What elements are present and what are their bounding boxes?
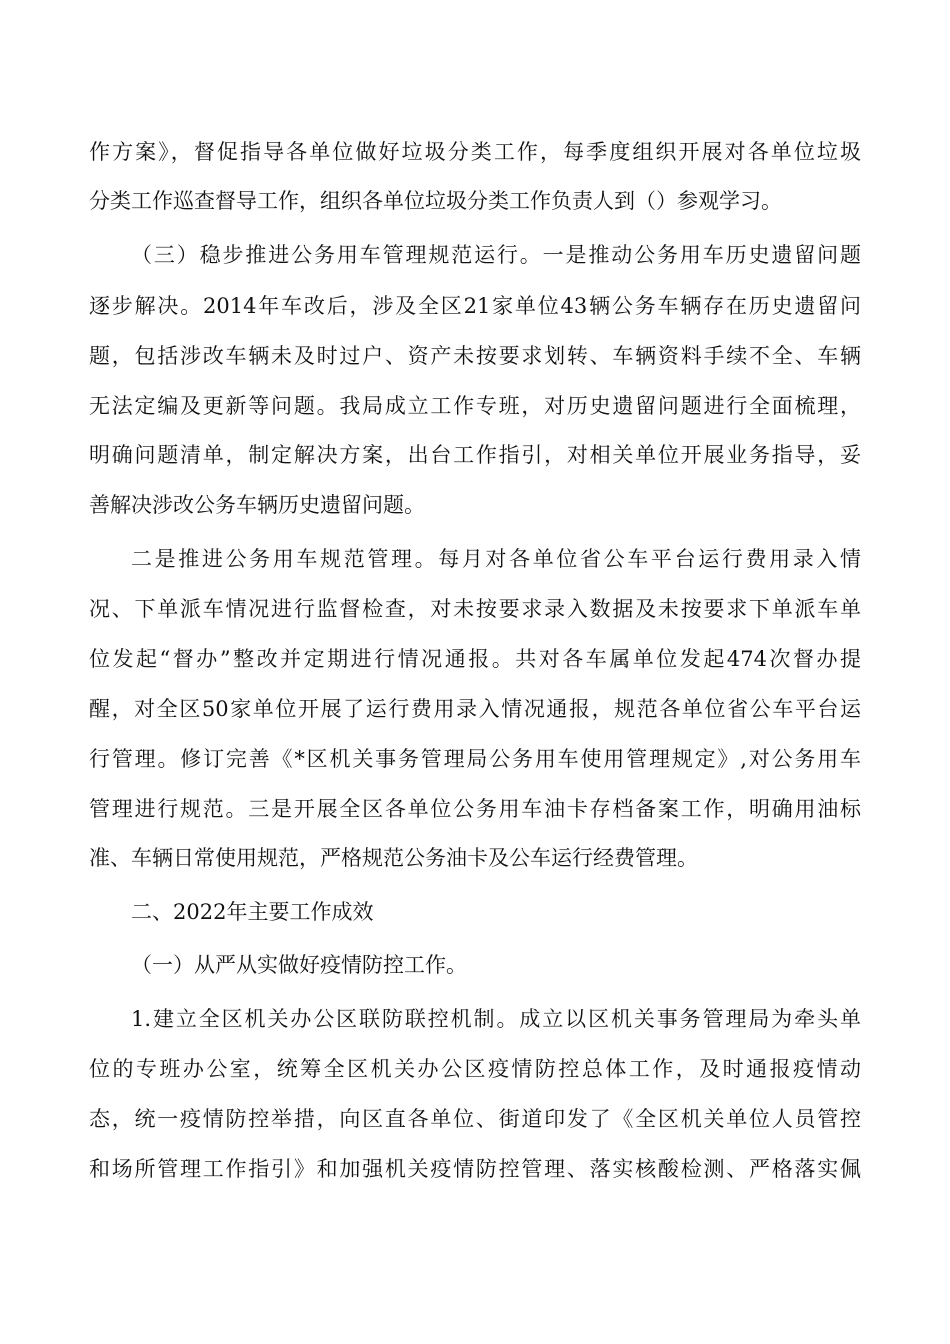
paragraph-line: 醒，对全区50家单位开展了运行费用录入情况通报，规范各单位省公车平台运 xyxy=(89,697,861,721)
paragraph-line: 题，包括涉改车辆未及时过户、资产未按要求划转、车辆资料手续不全、车辆 xyxy=(89,344,861,368)
paragraph-line: 善解决涉改公务车辆历史遗留问题。 xyxy=(89,493,425,517)
paragraph-line: 管理进行规范。三是开展全区各单位公务用车油卡存档备案工作，明确用油标 xyxy=(89,797,861,821)
paragraph-line: 位的专班办公室，统筹全区机关办公区疫情防控总体工作，及时通报疫情动 xyxy=(89,1057,861,1081)
paragraph-line: 二是推进公务用车规范管理。每月对各单位省公车平台运行费用录入情 xyxy=(131,547,861,571)
paragraph-line: 无法定编及更新等问题。我局成立工作专班，对历史遗留问题进行全面梳理， xyxy=(89,394,861,418)
paragraph-line: 作方案》，督促指导各单位做好垃圾分类工作，每季度组织开展对各单位垃圾 xyxy=(89,140,861,164)
paragraph-line: 和场所管理工作指引》和加强机关疫情防控管理、落实核酸检测、严格落实佩 xyxy=(89,1157,861,1181)
paragraph-line: 行管理。修订完善《*区机关事务管理局公务用车使用管理规定》,对公务用车 xyxy=(89,747,861,771)
paragraph-line: 态，统一疫情防控举措，向区直各单位、街道印发了《全区机关单位人员管控 xyxy=(89,1107,861,1131)
paragraph-line: 位发起“督办”整改并定期进行情况通报。共对各车属单位发起474次督办提 xyxy=(89,647,861,671)
paragraph-line: 1.建立全区机关办公区联防联控机制。成立以区机关事务管理局为牵头单 xyxy=(131,1007,861,1031)
paragraph-line: 逐步解决。2014年车改后，涉及全区21家单位43辆公务车辆存在历史遗留问 xyxy=(89,294,861,318)
paragraph-line: 明确问题清单，制定解决方案，出台工作指引，对相关单位开展业务指导，妥 xyxy=(89,443,861,467)
subsection-heading: （一）从严从实做好疫情防控工作。 xyxy=(131,953,467,977)
paragraph-line: 况、下单派车情况进行监督检查，对未按要求录入数据及未按要求下单派车单 xyxy=(89,597,861,621)
section-heading: 二、2022年主要工作成效 xyxy=(131,900,374,924)
section-heading-line: （三）稳步推进公务用车管理规范运行。一是推动公务用车历史遗留问题 xyxy=(131,243,861,267)
paragraph-line: 分类工作巡查督导工作，组织各单位垃圾分类工作负责人到（）参观学习。 xyxy=(89,189,782,213)
paragraph-line: 准、车辆日常使用规范，严格规范公务油卡及公车运行经费管理。 xyxy=(89,846,698,870)
